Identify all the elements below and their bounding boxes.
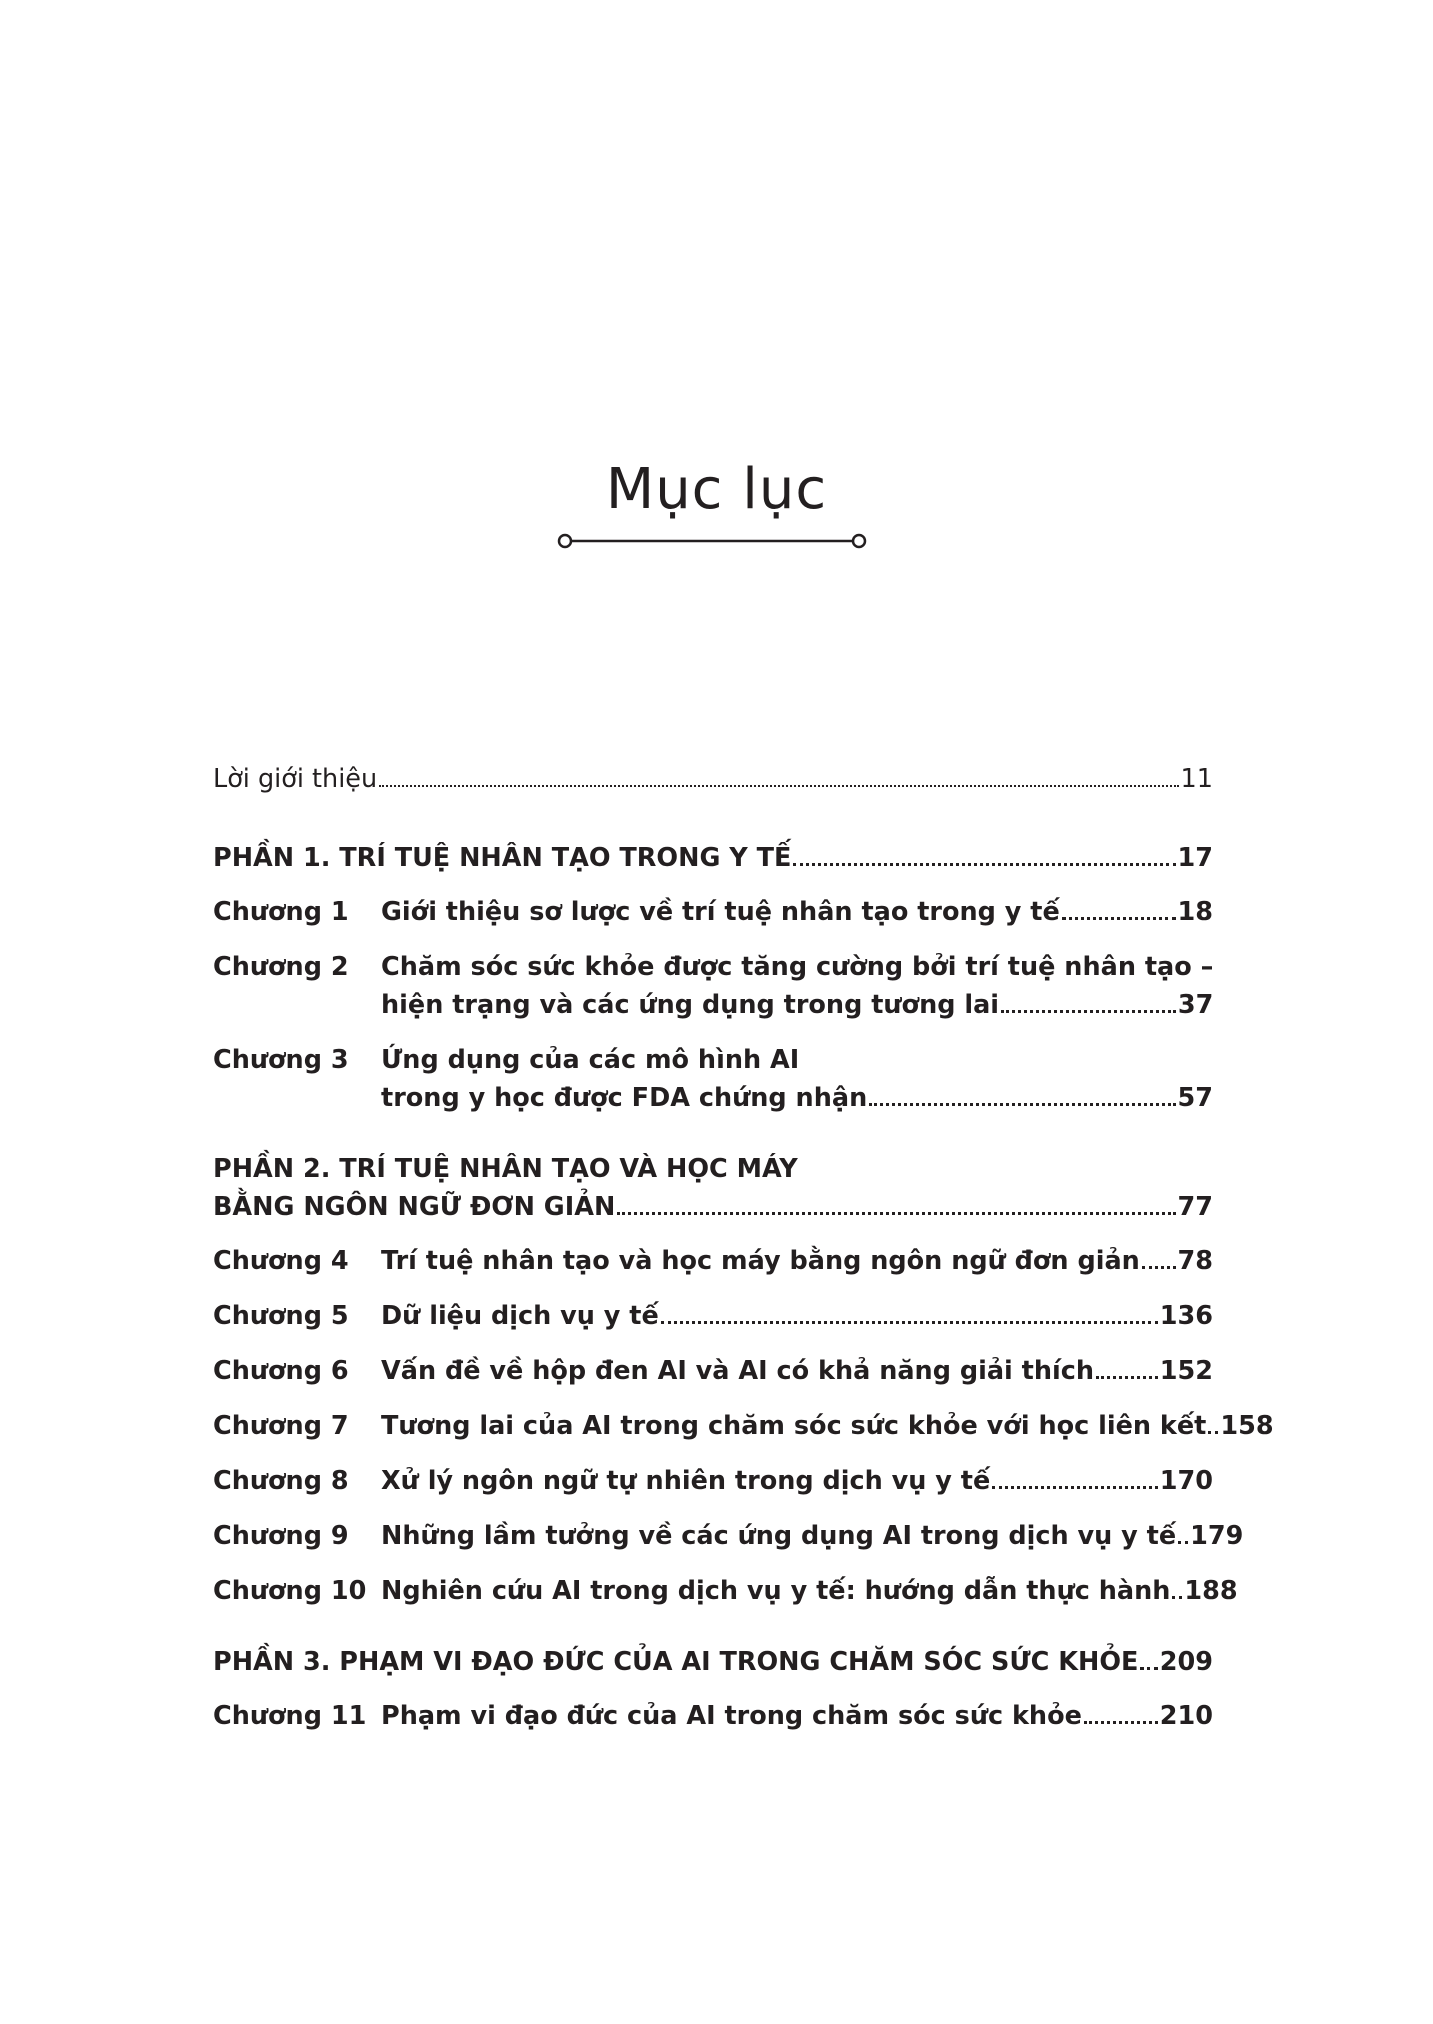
page-title: Mục lục <box>605 457 828 522</box>
dot-leader <box>1001 1010 1176 1013</box>
toc-page-number: 158 <box>1220 1411 1274 1441</box>
dot-leader <box>1140 1667 1157 1670</box>
toc-chapter-title-row <box>381 986 1213 1024</box>
dot-leader <box>1208 1431 1218 1434</box>
toc-chapter-title: Phạm vi đạo đức của AI trong chăm sóc sức khỏe <box>381 1701 1082 1731</box>
table-of-contents <box>213 760 1274 1735</box>
toc-chapter-title: Vấn đề về hộp đen AI và AI có khả năng giải thích <box>381 1356 1095 1386</box>
toc-chapter-entry[interactable] <box>213 1697 1213 1735</box>
toc-chapter-title: Giới thiệu sơ lược về trí tuệ nhân tạo trong y tế <box>381 897 1060 927</box>
dot-leader <box>379 785 1178 787</box>
toc-chapter-title-row <box>381 1697 1213 1735</box>
toc-page-number: 188 <box>1184 1576 1238 1606</box>
toc-chapter-title: Nghiên cứu AI trong dịch vụ y tế: hướng dẫn thực hành <box>381 1576 1171 1606</box>
toc-chapter-entry[interactable] <box>213 1572 1238 1610</box>
toc-page-number: 209 <box>1159 1647 1213 1677</box>
dot-leader <box>793 863 1175 866</box>
dot-leader <box>1172 1596 1182 1599</box>
dot-leader <box>1096 1376 1158 1379</box>
toc-page-number: 17 <box>1177 843 1213 873</box>
toc-page-number: 136 <box>1159 1301 1213 1331</box>
toc-chapter-number: Chương 6 <box>213 1356 349 1386</box>
toc-chapter-title-row <box>381 1297 1213 1335</box>
toc-chapter-body <box>381 1407 1274 1445</box>
toc-page-number: 57 <box>1177 1083 1213 1113</box>
toc-page-number: 11 <box>1180 764 1213 794</box>
toc-chapter-title: Dữ liệu dịch vụ y tế <box>381 1301 659 1331</box>
toc-part-2 <box>213 1150 1274 1610</box>
toc-part-entry[interactable] <box>213 839 1213 877</box>
toc-chapter-body <box>381 1297 1213 1335</box>
dot-leader <box>1142 1266 1176 1269</box>
toc-chapter-entry[interactable] <box>213 1041 1213 1117</box>
toc-page-number: 170 <box>1159 1466 1213 1496</box>
toc-chapter-body <box>381 1242 1213 1280</box>
toc-chapter-title: Xử lý ngôn ngữ tự nhiên trong dịch vụ y tế <box>381 1466 991 1496</box>
toc-part-3 <box>213 1643 1213 1735</box>
toc-chapter-number: Chương 1 <box>213 897 349 927</box>
toc-chapter-entry[interactable] <box>213 1407 1274 1445</box>
toc-chapter-entry[interactable] <box>213 1242 1213 1280</box>
toc-chapter-number: Chương 3 <box>213 1045 349 1075</box>
toc-chapter-entry[interactable] <box>213 1297 1213 1335</box>
toc-chapter-number: Chương 5 <box>213 1301 349 1331</box>
toc-chapter-number: Chương 4 <box>213 1246 349 1276</box>
dot-leader <box>1062 917 1176 920</box>
dot-leader <box>992 1486 1157 1489</box>
toc-chapter-title-row <box>381 1079 1213 1117</box>
toc-chapter-number: Chương 11 <box>213 1701 367 1731</box>
toc-chapter-body <box>381 1041 1213 1117</box>
toc-chapter-title-line1: Ứng dụng của các mô hình AI <box>381 1045 800 1075</box>
toc-part-title-line1[interactable]: PHẦN 2. TRÍ TUỆ NHÂN TẠO VÀ HỌC MÁY <box>213 1154 798 1184</box>
toc-chapter-title-row <box>381 1572 1238 1610</box>
toc-chapter-title-line1: Chăm sóc sức khỏe được tăng cường bởi trí tuệ nhân tạo – <box>381 952 1214 982</box>
toc-chapter-title-row <box>381 1352 1213 1390</box>
toc-chapter-body <box>381 1572 1238 1610</box>
toc-chapter-body <box>381 948 1213 1024</box>
dot-leader <box>661 1321 1158 1324</box>
toc-part-entry[interactable] <box>213 1643 1213 1681</box>
toc-page-number: 152 <box>1159 1356 1213 1386</box>
toc-intro-entry[interactable] <box>213 760 1213 798</box>
dot-leader <box>1178 1541 1188 1544</box>
toc-chapter-entry[interactable] <box>213 948 1213 1024</box>
toc-chapter-title: trong y học được FDA chứng nhận <box>381 1083 868 1113</box>
toc-chapter-title: Trí tuệ nhân tạo và học máy bằng ngôn ngữ đơn giản <box>381 1246 1140 1276</box>
toc-chapter-title-row <box>381 1242 1213 1280</box>
dot-leader <box>617 1212 1175 1215</box>
toc-chapter-title-row <box>381 1517 1243 1555</box>
toc-part-title: PHẦN 3. PHẠM VI ĐẠO ĐỨC CỦA AI TRONG CHĂM SÓC SỨC KHỎE <box>213 1647 1139 1677</box>
toc-chapter-number: Chương 2 <box>213 952 349 982</box>
toc-page-number: 77 <box>1177 1192 1213 1222</box>
toc-chapter-title: Những lầm tưởng về các ứng dụng AI trong dịch vụ y tế <box>381 1521 1177 1551</box>
toc-page-number: 18 <box>1177 897 1213 927</box>
toc-chapter-title: Tương lai của AI trong chăm sóc sức khỏe với học liên kết <box>381 1411 1207 1441</box>
toc-chapter-body <box>381 1352 1213 1390</box>
toc-part-entry[interactable] <box>213 1188 1213 1226</box>
toc-intro-label: Lời giới thiệu <box>213 764 378 794</box>
toc-chapter-number: Chương 9 <box>213 1521 349 1551</box>
toc-chapter-title: hiện trạng và các ứng dụng trong tương lai <box>381 990 1000 1020</box>
toc-part-title: BẰNG NGÔN NGỮ ĐƠN GIẢN <box>213 1192 616 1222</box>
toc-page-number: 179 <box>1190 1521 1244 1551</box>
toc-chapter-body <box>381 893 1213 931</box>
toc-chapter-entry[interactable] <box>213 893 1213 931</box>
toc-part-1 <box>213 839 1213 1117</box>
toc-parts <box>213 839 1274 1735</box>
toc-part-title: PHẦN 1. TRÍ TUỆ NHÂN TẠO TRONG Y TẾ <box>213 843 792 873</box>
dot-leader <box>1084 1721 1158 1724</box>
toc-chapter-number: Chương 10 <box>213 1576 367 1606</box>
dot-leader <box>869 1103 1175 1106</box>
toc-chapter-number: Chương 7 <box>213 1411 349 1441</box>
toc-chapter-entry[interactable] <box>213 1352 1213 1390</box>
toc-chapter-body <box>381 1462 1213 1500</box>
toc-chapter-title-row <box>381 1462 1213 1500</box>
toc-chapter-body <box>381 1517 1243 1555</box>
toc-chapter-title-row <box>381 893 1213 931</box>
toc-page-number: 78 <box>1177 1246 1213 1276</box>
toc-page-number: 37 <box>1177 990 1214 1020</box>
toc-chapter-body <box>381 1697 1213 1735</box>
toc-chapter-entry[interactable] <box>213 1462 1213 1500</box>
title-divider-ornament <box>557 531 867 551</box>
toc-chapter-number: Chương 8 <box>213 1466 349 1496</box>
toc-chapter-entry[interactable] <box>213 1517 1244 1555</box>
toc-page-number: 210 <box>1159 1701 1213 1731</box>
toc-chapter-title-row <box>381 1407 1274 1445</box>
